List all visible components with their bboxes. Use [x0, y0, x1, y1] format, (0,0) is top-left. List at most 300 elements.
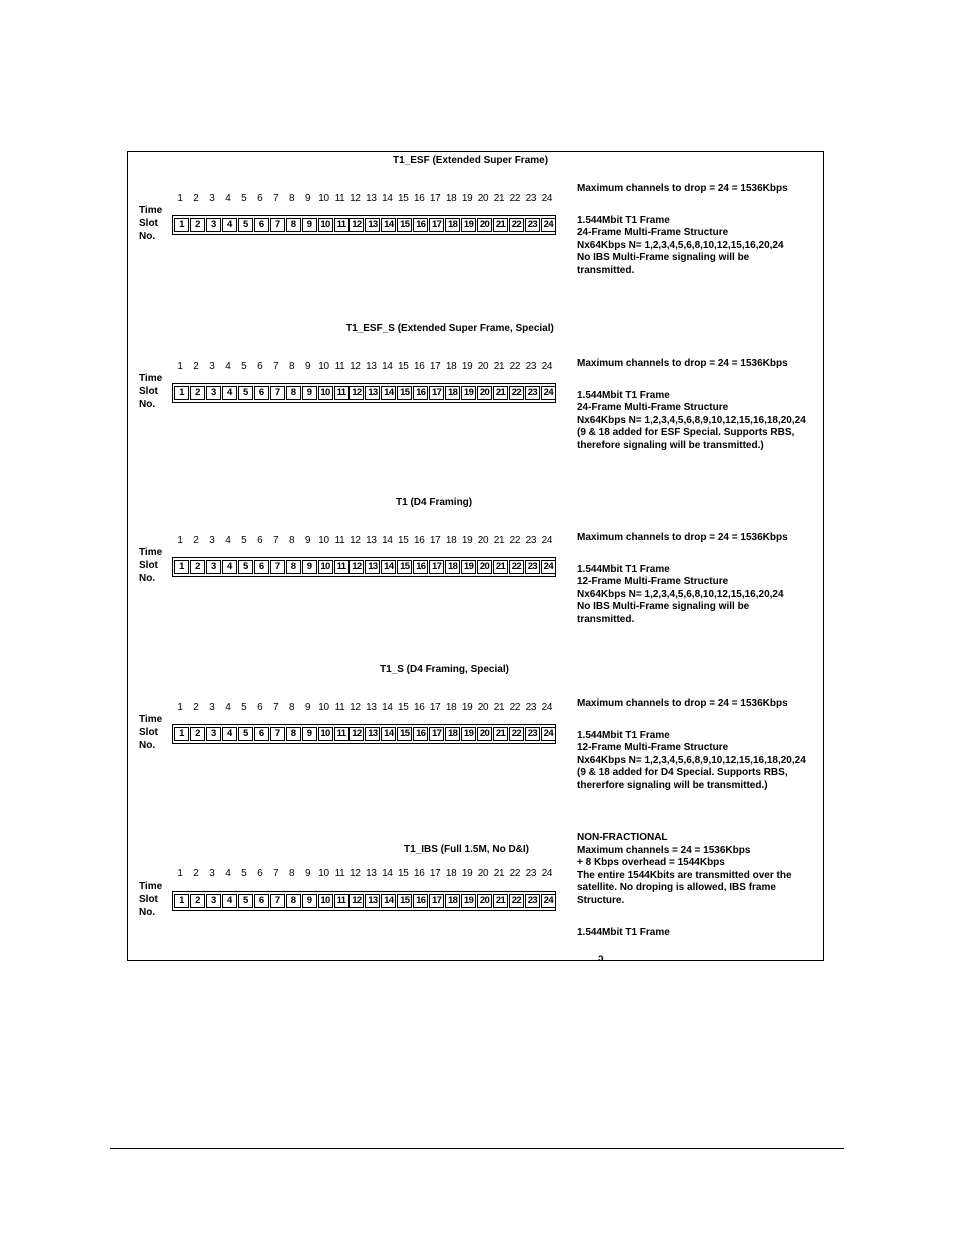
slot-header-number: 2: [193, 702, 199, 713]
info-line: Maximum channels to drop = 24 = 1536Kbps: [577, 532, 788, 543]
slot-header-number: 13: [366, 535, 377, 546]
time-slot-box: 7: [270, 218, 285, 232]
time-slot-label-line: Slot: [139, 386, 158, 397]
time-slot-box: 8: [286, 386, 301, 400]
time-slot-box: 3: [206, 218, 221, 232]
time-slot-box: 15: [397, 386, 412, 400]
slot-header-number: 15: [398, 193, 409, 204]
slot-header-number: 21: [493, 868, 505, 879]
time-slot-box: 13: [365, 218, 380, 232]
info-gap: [577, 908, 792, 927]
time-slot-label: [139, 880, 162, 919]
footer-rule: [110, 1148, 844, 1149]
time-slot-label: [139, 204, 162, 243]
slot-header-number: 24: [541, 702, 553, 713]
info-line: Maximum channels to drop = 24 = 1536Kbps: [577, 358, 788, 369]
slot-header-number: 22: [509, 193, 521, 204]
time-slot-box: 24: [541, 560, 556, 574]
slot-header-number: 20: [477, 193, 489, 204]
time-slot-box: 18: [445, 894, 460, 908]
slot-header-number: 12: [350, 702, 361, 713]
time-slot-box: 19: [461, 560, 476, 574]
time-slot-box: 16: [413, 218, 428, 232]
slot-header-number: 20: [477, 361, 489, 372]
info-line: 24-Frame Multi-Frame Structure: [577, 402, 729, 414]
slot-header-number: 9: [304, 361, 311, 372]
time-slot-box: 9: [302, 727, 317, 741]
time-slot-box: 14: [381, 386, 396, 400]
slot-header-number: 1: [177, 702, 183, 713]
slot-header-number: 8: [289, 193, 295, 204]
section-info: [577, 698, 806, 793]
slot-header-number: 5: [241, 535, 247, 546]
slot-header-number: 1: [177, 193, 183, 204]
slot-header-number: 20: [477, 868, 489, 879]
section-title: T1_ESF (Extended Super Frame): [393, 155, 549, 166]
time-slot-label: [139, 713, 162, 752]
time-slot-box: 24: [541, 894, 556, 908]
time-slot-box: 23: [525, 218, 540, 232]
slot-header-number: 18: [445, 868, 457, 879]
info-line: No IBS Multi-Frame signaling will be: [577, 252, 750, 264]
time-slot-box: 19: [461, 218, 476, 232]
info-line: 1.544Mbit T1 Frame: [577, 729, 670, 741]
info-line: Nx64Kbps N= 1,2,3,4,5,6,8,10,12,15,16,20,24: [577, 239, 784, 251]
time-slot-box: 9: [302, 386, 317, 400]
time-slot-box: 22: [509, 894, 524, 908]
time-slot-box: 17: [429, 560, 444, 574]
slot-header-number: 4: [225, 535, 231, 546]
time-slot-box: 15: [397, 894, 412, 908]
time-slot-box: 2: [190, 894, 205, 908]
slot-header-number: 9: [304, 868, 311, 879]
time-slot-box: 10: [318, 560, 333, 574]
slot-header-number: 13: [366, 868, 377, 879]
section-info: [577, 832, 792, 939]
info-line: Nx64Kbps N= 1,2,3,4,5,6,8,10,12,15,16,20,24: [577, 588, 784, 600]
time-slot-box: 8: [286, 560, 301, 574]
slot-header-number: 18: [445, 361, 457, 372]
slot-header-numbers: [172, 702, 556, 714]
time-slot-box: 11: [334, 386, 349, 400]
slot-header-numbers: [172, 361, 556, 373]
time-slot-row: [172, 891, 556, 911]
slot-header-number: 19: [461, 193, 473, 204]
time-slot-box: 18: [445, 386, 460, 400]
slot-header-number: 21: [493, 193, 505, 204]
time-slot-box: 6: [254, 560, 269, 574]
info-line: The entire 1544Kbits are transmitted over the: [577, 869, 792, 881]
info-line: (9 & 18 added for D4 Special. Supports RBS,: [577, 767, 788, 779]
slot-header-number: 1: [177, 868, 183, 879]
time-slot-box: 6: [254, 894, 269, 908]
slot-header-number: 22: [509, 868, 521, 879]
time-slot-box: 20: [477, 727, 492, 741]
time-slot-box: 3: [206, 560, 221, 574]
time-slot-row: [172, 383, 556, 403]
time-slot-box: 20: [477, 560, 492, 574]
time-slot-box: 24: [541, 218, 556, 232]
time-slot-box: 4: [222, 894, 237, 908]
slot-header-number: 17: [429, 361, 441, 372]
slot-header-number: 9: [304, 535, 311, 546]
time-slot-box: 3: [206, 894, 221, 908]
time-slot-box: 8: [286, 218, 301, 232]
time-slot-box: 24: [541, 727, 556, 741]
info-line: Maximum channels = 24 = 1536Kbps: [577, 844, 751, 856]
slot-header-number: 23: [525, 702, 537, 713]
time-slot-box: 4: [222, 727, 237, 741]
time-slot-label-line: No.: [139, 907, 156, 918]
slot-header-number: 24: [541, 535, 553, 546]
slot-header-number: 10: [318, 193, 329, 204]
info-line: 1.544Mbit T1 Frame: [577, 389, 670, 401]
time-slot-box: 14: [381, 560, 396, 574]
time-slot-box: 21: [493, 386, 508, 400]
info-gap: [577, 545, 788, 564]
slot-header-number: 6: [257, 361, 263, 372]
slot-header-number: 16: [413, 702, 425, 713]
time-slot-box: 23: [525, 727, 540, 741]
time-slot-box: 7: [270, 894, 285, 908]
slot-header-number: 5: [241, 193, 247, 204]
info-line: (9 & 18 added for ESF Special. Supports RBS,: [577, 427, 795, 439]
slot-header-number: 22: [509, 361, 521, 372]
info-line: transmitted.: [577, 264, 635, 276]
time-slot-row: [172, 557, 556, 577]
time-slot-box: 18: [445, 727, 460, 741]
slot-header-number: 11: [334, 702, 345, 713]
time-slot-box: 4: [222, 386, 237, 400]
time-slot-box: 16: [413, 560, 428, 574]
time-slot-box: 10: [318, 386, 333, 400]
slot-header-number: 11: [334, 361, 345, 372]
time-slot-box: 19: [461, 386, 476, 400]
time-slot-box: 15: [397, 560, 412, 574]
slot-header-number: 10: [318, 361, 329, 372]
info-line: Nx64Kbps N= 1,2,3,4,5,6,8,9,10,12,15,16,18,20,24: [577, 414, 806, 426]
time-slot-box: 2: [190, 386, 205, 400]
time-slot-box: 9: [302, 894, 317, 908]
section-title: T1_IBS (Full 1.5M, No D&I): [404, 844, 530, 855]
time-slot-label-line: Slot: [139, 894, 158, 905]
slot-header-number: 3: [209, 702, 215, 713]
slot-header-number: 24: [541, 868, 553, 879]
time-slot-box: 18: [445, 560, 460, 574]
time-slot-box: 3: [206, 386, 221, 400]
info-line: Maximum channels to drop = 24 = 1536Kbps: [577, 183, 788, 194]
slot-header-number: 10: [318, 868, 329, 879]
info-line: 12-Frame Multi-Frame Structure: [577, 742, 729, 754]
time-slot-box: 12: [349, 560, 364, 574]
time-slot-box: 13: [365, 386, 380, 400]
time-slot-box: 2: [190, 727, 205, 741]
time-slot-box: 20: [477, 894, 492, 908]
slot-header-number: 7: [273, 361, 279, 372]
time-slot-box: 14: [381, 218, 396, 232]
slot-header-number: 11: [334, 535, 345, 546]
slot-header-number: 21: [493, 535, 505, 546]
time-slot-box: 23: [525, 894, 540, 908]
slot-header-number: 16: [413, 535, 425, 546]
slot-header-number: 24: [541, 361, 553, 372]
time-slot-box: 14: [381, 727, 396, 741]
time-slot-box: 9: [302, 560, 317, 574]
slot-header-number: 21: [493, 702, 505, 713]
info-line: No IBS Multi-Frame signaling will be: [577, 601, 750, 613]
time-slot-box: 7: [270, 386, 285, 400]
time-slot-box: 13: [365, 727, 380, 741]
slot-header-number: 22: [509, 702, 521, 713]
slot-header-number: 22: [509, 535, 521, 546]
slot-header-number: 17: [429, 868, 441, 879]
slot-header-number: 5: [241, 702, 247, 713]
slot-header-number: 6: [257, 193, 263, 204]
slot-header-number: 17: [429, 702, 441, 713]
slot-header-number: 23: [525, 535, 537, 546]
slot-header-number: 20: [477, 702, 489, 713]
slot-header-number: 6: [257, 702, 263, 713]
time-slot-box: 2: [190, 560, 205, 574]
time-slot-box: 6: [254, 386, 269, 400]
slot-header-number: 23: [525, 868, 537, 879]
time-slot-box: 23: [525, 386, 540, 400]
time-slot-box: 16: [413, 727, 428, 741]
slot-header-number: 15: [398, 868, 409, 879]
slot-header-number: 10: [318, 535, 329, 546]
slot-header-number: 23: [525, 193, 537, 204]
time-slot-row: [172, 724, 556, 744]
slot-header-number: 16: [413, 193, 425, 204]
time-slot-box: 17: [429, 218, 444, 232]
slot-header-number: 18: [445, 535, 457, 546]
slot-header-number: 14: [382, 193, 393, 204]
slot-header-number: 19: [461, 361, 473, 372]
time-slot-box: 11: [334, 218, 349, 232]
time-slot-label: [139, 372, 162, 411]
info-line: + 8 Kbps overhead = 1544Kbps: [577, 857, 725, 869]
slot-header-number: 4: [225, 193, 231, 204]
info-gap: [577, 196, 788, 215]
slot-header-number: 14: [382, 535, 393, 546]
time-slot-box: 1: [174, 727, 189, 741]
time-slot-box: 17: [429, 386, 444, 400]
slot-header-number: 13: [366, 361, 377, 372]
time-slot-box: 5: [238, 727, 253, 741]
time-slot-box: 7: [270, 727, 285, 741]
slot-header-number: 2: [193, 361, 199, 372]
time-slot-box: 21: [493, 560, 508, 574]
time-slot-box: 12: [349, 218, 364, 232]
time-slot-box: 11: [334, 560, 349, 574]
time-slot-box: 23: [525, 560, 540, 574]
time-slot-label-line: No.: [139, 573, 156, 584]
slot-header-number: 23: [525, 361, 537, 372]
section-title: T1_ESF_S (Extended Super Frame, Special): [346, 323, 554, 334]
slot-header-numbers: [172, 193, 556, 205]
time-slot-box: 5: [238, 218, 253, 232]
section-info: [577, 532, 788, 627]
section-title: T1_S (D4 Framing, Special): [380, 664, 509, 675]
slot-header-number: 18: [445, 702, 457, 713]
time-slot-box: 16: [413, 894, 428, 908]
slot-header-number: 7: [273, 535, 279, 546]
stray-mark: ɔ: [598, 953, 604, 964]
slot-header-number: 15: [398, 361, 409, 372]
section-info: [577, 358, 806, 453]
time-slot-label-line: No.: [139, 399, 156, 410]
time-slot-box: 11: [334, 894, 349, 908]
time-slot-box: 10: [318, 894, 333, 908]
slot-header-number: 12: [350, 535, 361, 546]
slot-header-number: 11: [334, 868, 345, 879]
slot-header-number: 9: [304, 702, 311, 713]
time-slot-box: 1: [174, 218, 189, 232]
time-slot-box: 9: [302, 218, 317, 232]
time-slot-box: 8: [286, 727, 301, 741]
slot-header-number: 19: [461, 702, 473, 713]
time-slot-label-line: No.: [139, 231, 156, 242]
slot-header-number: 14: [382, 868, 393, 879]
time-slot-box: 10: [318, 727, 333, 741]
section-info: [577, 183, 788, 278]
time-slot-box: 21: [493, 894, 508, 908]
time-slot-box: 22: [509, 218, 524, 232]
slot-header-number: 3: [209, 868, 215, 879]
time-slot-box: 7: [270, 560, 285, 574]
info-line: thererfore signaling will be transmitted.): [577, 779, 768, 791]
info-line: Maximum channels to drop = 24 = 1536Kbps: [577, 698, 788, 709]
info-line: 24-Frame Multi-Frame Structure: [577, 227, 729, 239]
slot-header-number: 4: [225, 868, 231, 879]
slot-header-number: 8: [289, 535, 295, 546]
slot-header-number: 24: [541, 193, 553, 204]
slot-header-numbers: [172, 868, 556, 880]
time-slot-box: 22: [509, 727, 524, 741]
time-slot-box: 13: [365, 894, 380, 908]
time-slot-label-line: Slot: [139, 727, 158, 738]
slot-header-number: 13: [366, 193, 377, 204]
time-slot-box: 6: [254, 727, 269, 741]
time-slot-box: 24: [541, 386, 556, 400]
time-slot-box: 12: [349, 386, 364, 400]
info-gap: [577, 711, 806, 730]
slot-header-number: 7: [273, 702, 279, 713]
info-line: 1.544Mbit T1 Frame: [577, 926, 670, 938]
slot-header-number: 5: [241, 868, 247, 879]
info-line: satellite. No droping is allowed, IBS frame: [577, 882, 776, 894]
slot-header-number: 8: [289, 702, 295, 713]
time-slot-label-line: Slot: [139, 218, 158, 229]
info-line: Nx64Kbps N= 1,2,3,4,5,6,8,9,10,12,15,16,18,20,24: [577, 754, 806, 766]
slot-header-number: 2: [193, 868, 199, 879]
slot-header-number: 2: [193, 535, 199, 546]
info-line: therefore signaling will be transmitted.): [577, 439, 764, 451]
time-slot-box: 14: [381, 894, 396, 908]
time-slot-label-line: Time: [139, 881, 163, 892]
time-slot-box: 8: [286, 894, 301, 908]
slot-header-number: 9: [304, 193, 311, 204]
slot-header-number: 13: [366, 702, 377, 713]
slot-header-number: 3: [209, 535, 215, 546]
time-slot-box: 18: [445, 218, 460, 232]
time-slot-box: 20: [477, 386, 492, 400]
time-slot-box: 5: [238, 386, 253, 400]
time-slot-box: 4: [222, 218, 237, 232]
slot-header-number: 8: [289, 361, 295, 372]
slot-header-number: 5: [241, 361, 247, 372]
slot-header-number: 1: [177, 361, 183, 372]
slot-header-number: 2: [193, 193, 199, 204]
slot-header-number: 7: [273, 193, 279, 204]
slot-header-number: 16: [413, 868, 425, 879]
info-line: NON-FRACTIONAL: [577, 832, 668, 843]
slot-header-number: 20: [477, 535, 489, 546]
slot-header-number: 10: [318, 702, 329, 713]
time-slot-box: 13: [365, 560, 380, 574]
time-slot-box: 10: [318, 218, 333, 232]
info-line: transmitted.: [577, 613, 635, 625]
slot-header-number: 17: [429, 193, 441, 204]
slot-header-number: 12: [350, 868, 361, 879]
info-line: 12-Frame Multi-Frame Structure: [577, 576, 729, 588]
time-slot-box: 1: [174, 560, 189, 574]
info-line: 1.544Mbit T1 Frame: [577, 563, 670, 575]
time-slot-box: 1: [174, 894, 189, 908]
time-slot-label-line: Time: [139, 714, 163, 725]
slot-header-number: 15: [398, 535, 409, 546]
slot-header-number: 4: [225, 702, 231, 713]
time-slot-box: 5: [238, 560, 253, 574]
time-slot-box: 15: [397, 727, 412, 741]
time-slot-box: 19: [461, 727, 476, 741]
time-slot-box: 12: [349, 727, 364, 741]
time-slot-box: 11: [334, 727, 349, 741]
time-slot-box: 21: [493, 218, 508, 232]
slot-header-number: 6: [257, 868, 263, 879]
time-slot-box: 19: [461, 894, 476, 908]
time-slot-box: 1: [174, 386, 189, 400]
time-slot-box: 21: [493, 727, 508, 741]
time-slot-box: 4: [222, 560, 237, 574]
slot-header-number: 3: [209, 361, 215, 372]
slot-header-number: 16: [413, 361, 425, 372]
slot-header-number: 14: [382, 702, 393, 713]
time-slot-row: [172, 215, 556, 235]
info-line: 1.544Mbit T1 Frame: [577, 214, 670, 226]
slot-header-number: 19: [461, 868, 473, 879]
time-slot-box: 17: [429, 894, 444, 908]
slot-header-number: 17: [429, 535, 441, 546]
time-slot-box: 16: [413, 386, 428, 400]
time-slot-label-line: Time: [139, 205, 163, 216]
slot-header-number: 18: [445, 193, 457, 204]
slot-header-number: 11: [334, 193, 345, 204]
slot-header-number: 12: [350, 193, 361, 204]
slot-header-number: 8: [289, 868, 295, 879]
info-gap: [577, 371, 806, 390]
time-slot-label-line: Time: [139, 373, 163, 384]
slot-header-number: 19: [461, 535, 473, 546]
time-slot-label: [139, 546, 162, 585]
time-slot-box: 3: [206, 727, 221, 741]
time-slot-box: 22: [509, 560, 524, 574]
info-line: Structure.: [577, 894, 625, 906]
section-title: T1 (D4 Framing): [396, 497, 473, 508]
time-slot-box: 22: [509, 386, 524, 400]
frame-diagram-box: [127, 151, 824, 961]
time-slot-box: 20: [477, 218, 492, 232]
